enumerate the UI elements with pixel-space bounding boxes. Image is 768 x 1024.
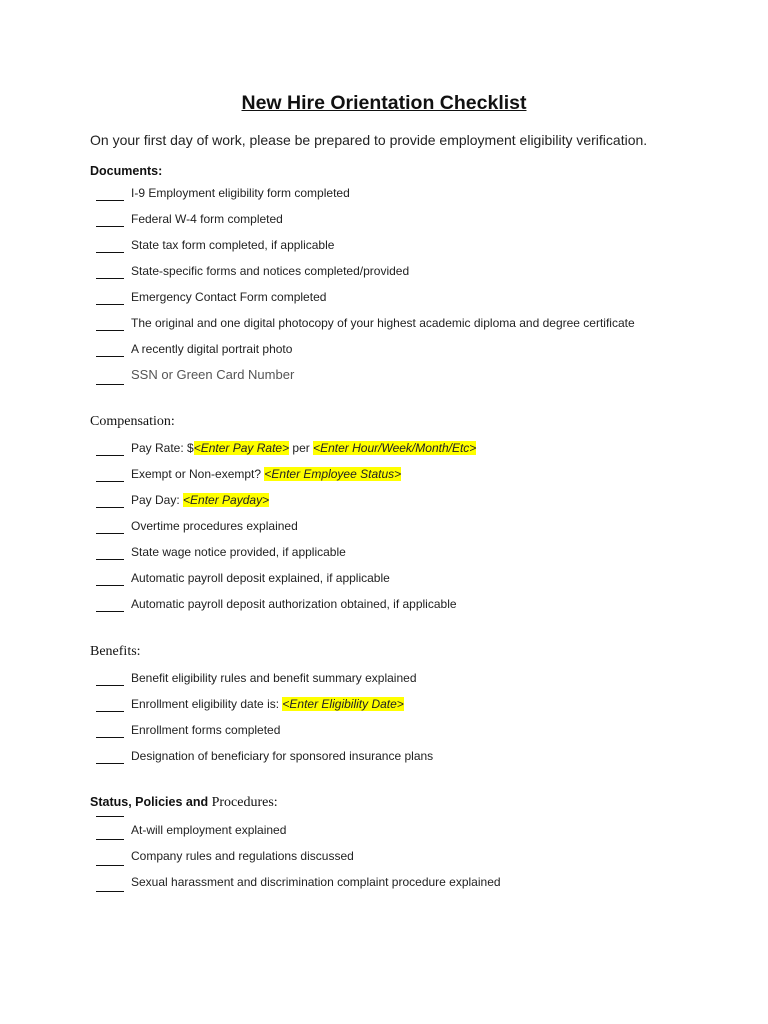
- checkbox-line[interactable]: [96, 891, 124, 892]
- checkbox-line[interactable]: [96, 611, 124, 612]
- checklist-item-enrollment-date[interactable]: Enrollment eligibility date is: <Enter Eligibility Date>: [96, 697, 736, 719]
- eligibility-date-placeholder[interactable]: <Enter Eligibility Date>: [282, 697, 404, 711]
- intro-text: On your first day of work, please be prepared to provide employment eligibility verification.: [90, 132, 648, 148]
- checkbox-line[interactable]: [96, 763, 124, 764]
- checkbox-line[interactable]: [96, 252, 124, 253]
- checklist-item[interactable]: Automatic payroll deposit authorization obtained, if applicable: [96, 597, 736, 619]
- checkbox-line[interactable]: [96, 278, 124, 279]
- checklist-item[interactable]: Emergency Contact Form completed: [96, 290, 736, 312]
- checklist-item[interactable]: Sexual harassment and discrimination complaint procedure explained: [96, 875, 736, 897]
- pay-rate-placeholder[interactable]: <Enter Pay Rate>: [193, 441, 290, 455]
- checklist-item-pay-rate[interactable]: Pay Rate: $<Enter Pay Rate> per <Enter Hour/Week/Month/Etc>: [96, 441, 736, 463]
- benefits-heading: Benefits:: [90, 644, 141, 659]
- checklist-item[interactable]: At-will employment explained: [96, 823, 736, 845]
- checkbox-line[interactable]: [96, 559, 124, 560]
- checklist-item[interactable]: Federal W-4 form completed: [96, 212, 736, 234]
- checkbox-line[interactable]: [96, 865, 124, 866]
- checklist-item-pay-day[interactable]: Pay Day: <Enter Payday>: [96, 493, 736, 515]
- checklist-item[interactable]: SSN or Green Card Number: [96, 368, 736, 390]
- checkbox-line[interactable]: [96, 585, 124, 586]
- checkbox-line[interactable]: [96, 200, 124, 201]
- checklist-item[interactable]: The original and one digital photocopy of your highest academic diploma and degree certificate: [96, 316, 736, 338]
- checkbox-line[interactable]: [96, 481, 124, 482]
- page-title: New Hire Orientation Checklist: [241, 92, 527, 114]
- checklist-item[interactable]: I-9 Employment eligibility form completed: [96, 186, 736, 208]
- checkbox-line[interactable]: [96, 685, 124, 686]
- checkbox-line[interactable]: [96, 384, 124, 385]
- checklist-item-exempt[interactable]: Exempt or Non-exempt? <Enter Employee Status>: [96, 467, 736, 489]
- checklist-item[interactable]: Designation of beneficiary for sponsored insurance plans: [96, 749, 736, 771]
- checkbox-line[interactable]: [96, 330, 124, 331]
- checklist-item[interactable]: Overtime procedures explained: [96, 519, 736, 541]
- checklist-item[interactable]: State-specific forms and notices completed/provided: [96, 264, 736, 286]
- pay-period-placeholder[interactable]: <Enter Hour/Week/Month/Etc>: [313, 441, 477, 455]
- documents-heading: Documents:: [90, 164, 163, 178]
- checkbox-line[interactable]: [96, 533, 124, 534]
- checklist-item[interactable]: Benefit eligibility rules and benefit summary explained: [96, 671, 736, 693]
- checklist-item[interactable]: A recently digital portrait photo: [96, 342, 736, 364]
- checklist-item[interactable]: Enrollment forms completed: [96, 723, 736, 745]
- checklist-item[interactable]: State tax form completed, if applicable: [96, 238, 736, 260]
- checkbox-line[interactable]: [96, 455, 124, 456]
- checkbox-line[interactable]: [96, 304, 124, 305]
- checkbox-line[interactable]: [96, 816, 124, 817]
- checklist-item[interactable]: Company rules and regulations discussed: [96, 849, 736, 871]
- compensation-heading: Compensation:: [90, 414, 175, 429]
- checkbox-line[interactable]: [96, 737, 124, 738]
- checkbox-line[interactable]: [96, 839, 124, 840]
- checkbox-line[interactable]: [96, 507, 124, 508]
- status-policies-heading: Status, Policies and Procedures:: [90, 795, 278, 810]
- checkbox-line[interactable]: [96, 356, 124, 357]
- checklist-item[interactable]: State wage notice provided, if applicable: [96, 545, 736, 567]
- employee-status-placeholder[interactable]: <Enter Employee Status>: [264, 467, 402, 481]
- checkbox-line[interactable]: [96, 226, 124, 227]
- checklist-item[interactable]: Automatic payroll deposit explained, if applicable: [96, 571, 736, 593]
- checkbox-line[interactable]: [96, 711, 124, 712]
- payday-placeholder[interactable]: <Enter Payday>: [183, 493, 270, 507]
